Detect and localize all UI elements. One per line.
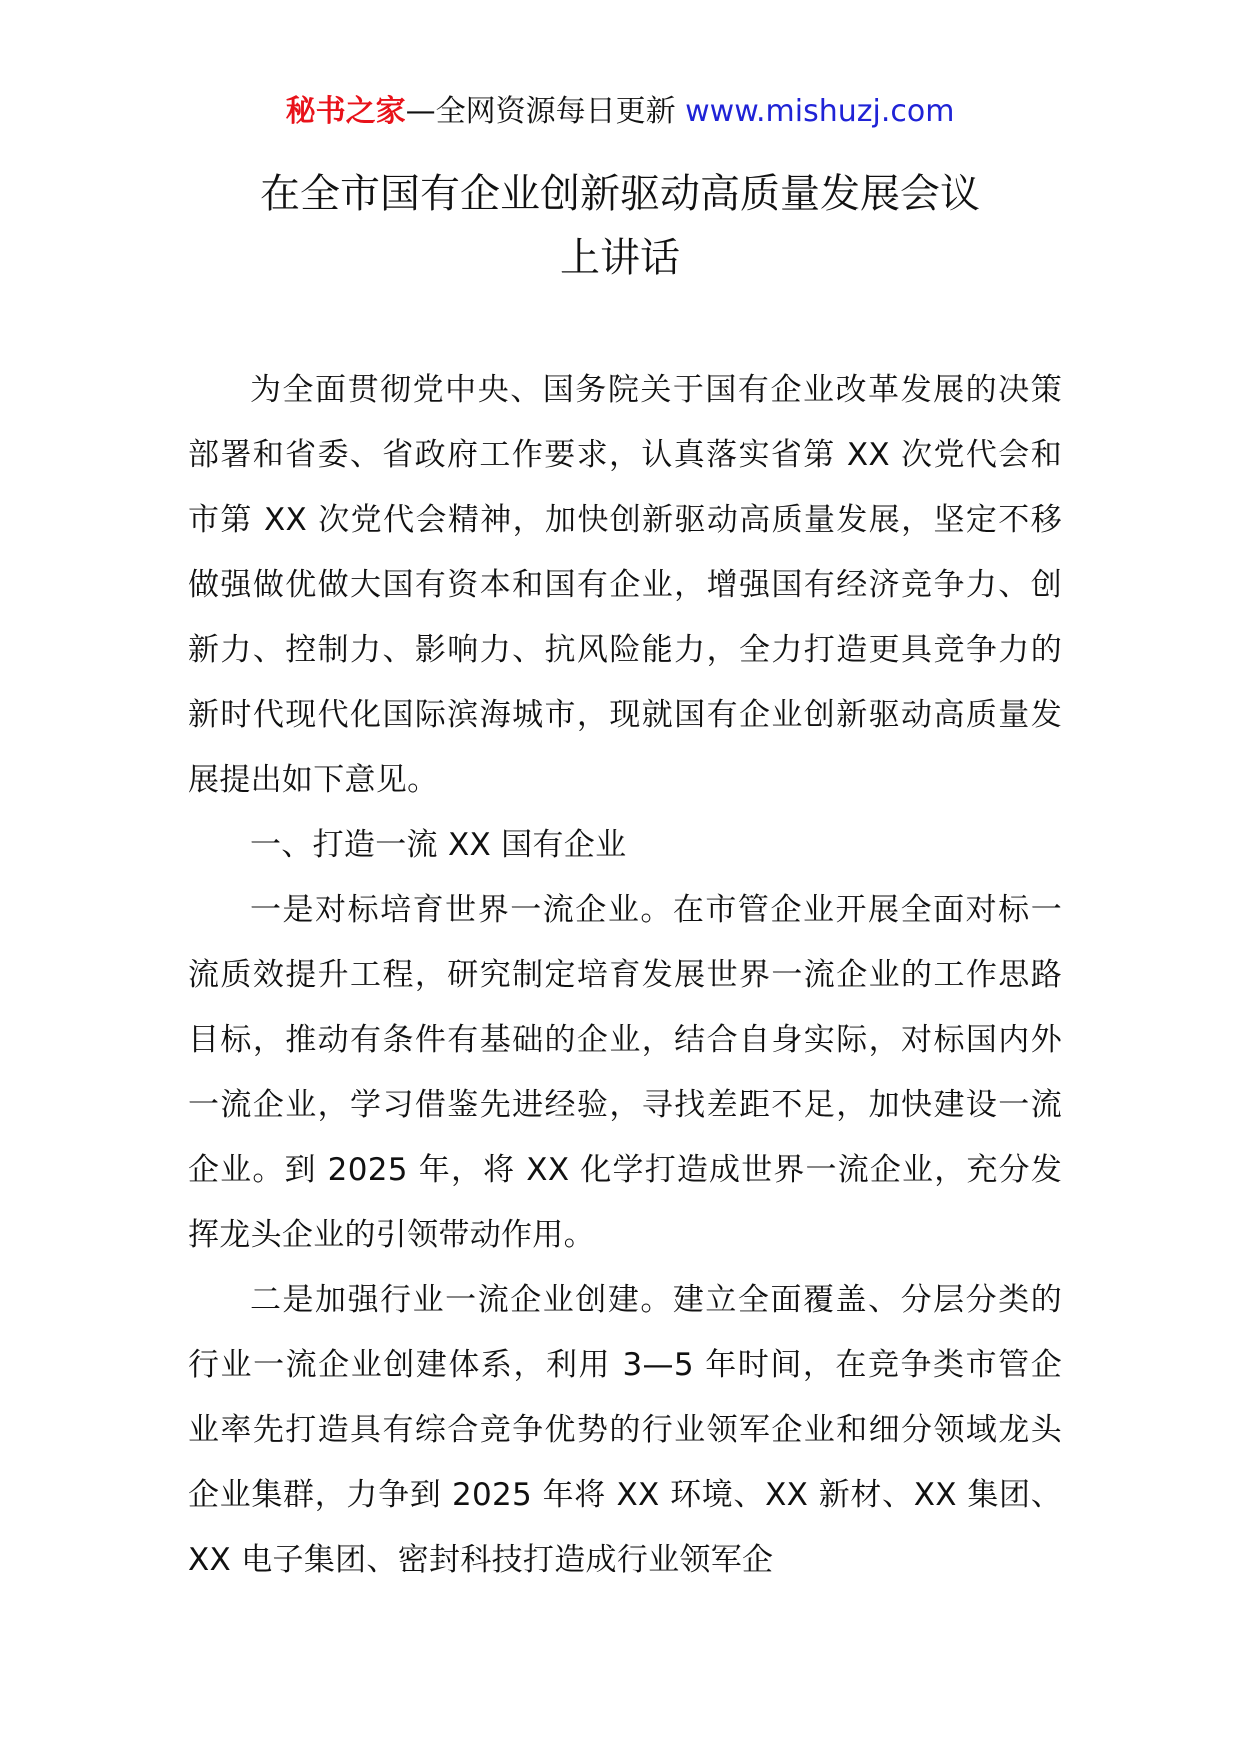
site-header [0,92,1240,132]
document-title-line-1: 在全市国有企业创新驱动高质量发展会议 [260,171,980,217]
body-paragraph: 二是加强行业一流企业创建。建立全面覆盖、分层分类的行业一流企业创建体系，利用 3—5 年时间，在竞争类市管企业率先打造具有综合竞争优势的行业领军企业和细分领域龙头企业集群，力争到 2025 年将 XX 环境、XX 新材、XX 集团、XX 电子集团、密封科技打造成行业领军企 [188,1282,1062,1578]
section-heading: 一、打造一流 XX 国有企业 [250,827,627,863]
site-url-link[interactable]: www.mishuzj.com [685,94,955,129]
document-title [150,162,1090,290]
document-body [188,358,1062,1593]
intro-paragraph: 为全面贯彻党中央、国务院关于国有企业改革发展的决策部署和省委、省政府工作要求，认真落实省第 XX 次党代会和市第 XX 次党代会精神，加快创新驱动高质量发展，坚定不移做强做优做大国有资本和国有企业，增强国有经济竞争力、创新力、控制力、影响力、抗风险能力，全力打造更具竞争力的新时代现代化国际滨海城市，现就国有企业创新驱动高质量发展提出如下意见。 [188,372,1062,798]
site-tagline: —全网资源每日更新 [405,94,686,129]
body-paragraph: 一是对标培育世界一流企业。在市管企业开展全面对标一流质效提升工程，研究制定培育发展世界一流企业的工作思路目标，推动有条件有基础的企业，结合自身实际，对标国内外一流企业，学习借鉴先进经验，寻找差距不足，加快建设一流企业。到 2025 年，将 XX 化学打造成世界一流企业，充分发挥龙头企业的引领带动作用。 [188,892,1062,1253]
document-title-line-2: 上讲话 [560,235,680,281]
site-brand: 秘书之家 [285,94,406,129]
